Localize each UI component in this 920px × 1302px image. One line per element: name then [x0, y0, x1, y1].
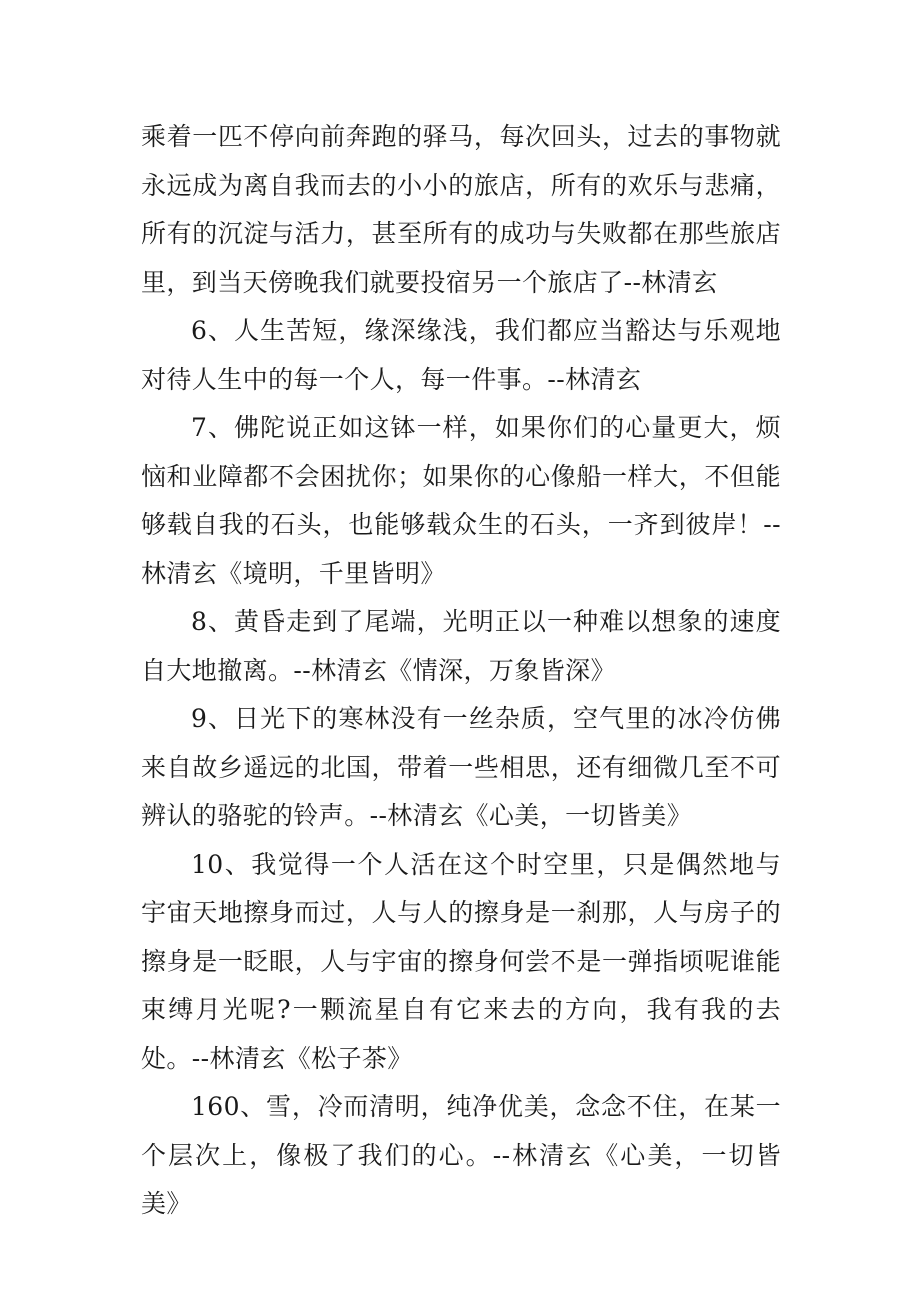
- quote-7: 7、佛陀说正如这钵一样，如果你们的心量更大，烦恼和业障都不会困扰你；如果你的心像船一样大，不但能够载自我的石头，也能够载众生的石头，一齐到彼岸！--林清玄《境明，千里皆明》: [141, 413, 781, 588]
- quote-9: 9、日光下的寒林没有一丝杂质，空气里的冰冷仿佛来自故乡遥远的北国，带着一些相思，还有细微几至不可辨认的骆驼的铃声。--林清玄《心美，一切皆美》: [141, 704, 781, 830]
- document-body: [141, 113, 781, 1229]
- paragraph-continuation: 乘着一匹不停向前奔跑的驿马，每次回头，过去的事物就永远成为离自我而去的小小的旅店，所有的欢乐与悲痛，所有的沉淀与活力，甚至所有的成功与失败都在那些旅店里，到当天傍晚我们就要投宿另一个旅店了--林清玄: [141, 122, 781, 297]
- quote-6: 6、人生苦短，缘深缘浅，我们都应当豁达与乐观地对待人生中的每一个人，每一件事。--林清玄: [141, 316, 781, 394]
- quote-10: 10、我觉得一个人活在这个时空里，只是偶然地与宇宙天地擦身而过，人与人的擦身是一刹那，人与房子的擦身是一眨眼，人与宇宙的擦身何尝不是一弹指顷呢谁能束缚月光呢?一颗流星自有它来去的方向，我有我的去处。--林清玄《松子茶》: [141, 849, 781, 1073]
- quote-160: 160、雪，冷而清明，纯净优美，念念不住，在某一个层次上，像极了我们的心。--林清玄《心美，一切皆美》: [141, 1092, 781, 1218]
- quote-8: 8、黄昏走到了尾端，光明正以一种难以想象的速度自大地撤离。--林清玄《情深，万象皆深》: [141, 607, 781, 685]
